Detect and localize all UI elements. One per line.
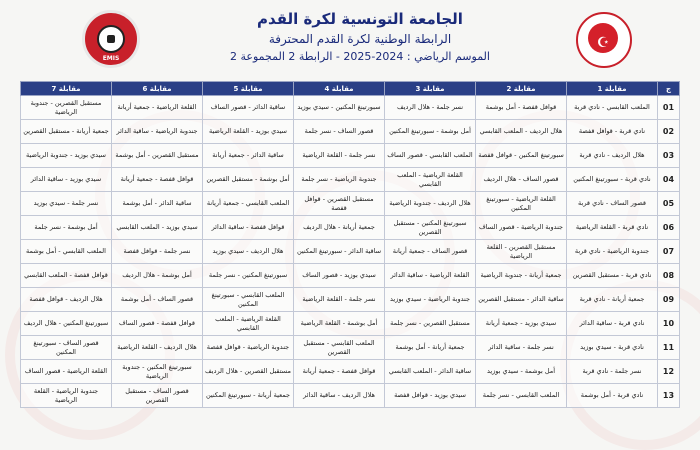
match-cell: نادي قربة - سبورتينغ المكنين (567, 168, 658, 192)
match-cell: جمعية أريانة - أمل بوشمة (385, 336, 476, 360)
match-cell: قوافل قفصة - ساقية الدائر (203, 216, 294, 240)
match-cell: نسر جلمة - هلال الرديف (385, 96, 476, 120)
table-row (21, 96, 680, 120)
match-cell: سبورتينغ المكنين - سيدي بوزيد (294, 96, 385, 120)
table-row (21, 336, 680, 360)
match-column-header: مقابلة 1 (567, 82, 658, 96)
match-cell: سيدي بوزيد - جمعية أريانة (476, 312, 567, 336)
table-row (21, 360, 680, 384)
match-cell: نادي قربة - القلعة الرياضية (567, 216, 658, 240)
match-cell: الملعب القابسي - جمعية أريانة (203, 192, 294, 216)
match-cell: القلعة الرياضية - قصور الساف (21, 360, 112, 384)
flag-emblem-icon (588, 23, 618, 53)
match-cell: الملعب القابسي - قصور الساف (385, 144, 476, 168)
match-cell: هلال الرديف - القلعة الرياضية (112, 336, 203, 360)
match-cell: قوافل قفصة - الملعب القابسي (21, 264, 112, 288)
match-cell: أمل بوشمة - نسر جلمة (21, 216, 112, 240)
match-cell: هلال الرديف - ساقية الدائر (294, 384, 385, 408)
match-cell: نسر جلمة - القلعة الرياضية (294, 144, 385, 168)
match-cell: قصور الساف - سبورتينغ المكنين (21, 336, 112, 360)
league-logo-caption: EMIS (102, 55, 120, 62)
table-header-row (21, 82, 680, 96)
match-cell: الملعب القابسي - نسر جلمة (476, 384, 567, 408)
table-row (21, 192, 680, 216)
round-number: 10 (658, 312, 680, 336)
round-number: 11 (658, 336, 680, 360)
match-column-header: مقابلة 6 (112, 82, 203, 96)
match-cell: قصور الساف - جمعية أريانة (385, 240, 476, 264)
match-cell: نسر جلمة - قوافل قفصة (112, 240, 203, 264)
match-cell: الملعب القابسي - نادي قربة (567, 96, 658, 120)
match-cell: هلال الرديف - نادي قربة (567, 144, 658, 168)
match-cell: مستقبل القصرين - جندوبة الرياضية (21, 96, 112, 120)
match-cell: سبورتينغ المكنين - مستقبل القصرين (385, 216, 476, 240)
match-cell: القلعة الرياضية - سبورتينغ المكنين (476, 192, 567, 216)
match-column-header: مقابلة 2 (476, 82, 567, 96)
match-cell: نسر جلمة - ساقية الدائر (476, 336, 567, 360)
match-cell: القلعة الرياضية - الملعب القابسي (203, 312, 294, 336)
table-row (21, 312, 680, 336)
match-cell: جمعية أريانة - نادي قربة (567, 288, 658, 312)
table-row (21, 216, 680, 240)
match-cell: ساقية الدائر - مستقبل القصرين (476, 288, 567, 312)
round-number: 05 (658, 192, 680, 216)
match-cell: أمل بوشمة - مستقبل القصرين (203, 168, 294, 192)
match-cell: نادي قربة - سيدي بوزيد (567, 336, 658, 360)
match-cell: سيدي بوزيد - القلعة الرياضية (203, 120, 294, 144)
match-cell: ساقية الدائر - أمل بوشمة (112, 192, 203, 216)
match-cell: جندوبة الرياضية - نسر جلمة (294, 168, 385, 192)
match-cell: جمعية أريانة - سبورتينغ المكنين (203, 384, 294, 408)
page-subtitle: الرابطة الوطنية لكرة القدم المحترفة (268, 32, 452, 46)
match-cell: سيدي بوزيد - جندوبة الرياضية (21, 144, 112, 168)
match-cell: قصور الساف - نادي قربة (567, 192, 658, 216)
match-cell: قصور الساف - نسر جلمة (294, 120, 385, 144)
round-number: 13 (658, 384, 680, 408)
table-row (21, 384, 680, 408)
match-cell: سيدي بوزيد - ساقية الدائر (21, 168, 112, 192)
football-icon (97, 25, 125, 53)
round-number: 07 (658, 240, 680, 264)
match-cell: هلال الرديف - جندوبة الرياضية (385, 192, 476, 216)
match-cell: القلعة الرياضية - الملعب القابسي (385, 168, 476, 192)
match-cell: القلعة الرياضية - ساقية الدائر (385, 264, 476, 288)
round-number: 09 (658, 288, 680, 312)
match-cell: ساقية الدائر - جمعية أريانة (203, 144, 294, 168)
match-column-header: مقابلة 5 (203, 82, 294, 96)
match-cell: قوافل قفصة - قصور الساف (112, 312, 203, 336)
match-cell: جندوبة الرياضية - القلعة الرياضية (21, 384, 112, 408)
match-cell: الملعب القابسي - مستقبل القصرين (294, 336, 385, 360)
table-row (21, 264, 680, 288)
match-column-header: مقابلة 3 (385, 82, 476, 96)
match-cell: جندوبة الرياضية - سيدي بوزيد (385, 288, 476, 312)
table-row (21, 168, 680, 192)
match-column-header: مقابلة 4 (294, 82, 385, 96)
match-cell: الملعب القابسي - سبورتينغ المكنين (203, 288, 294, 312)
match-cell: نادي قربة - ساقية الدائر (567, 312, 658, 336)
match-cell: مستقبل القصرين - هلال الرديف (203, 360, 294, 384)
round-number: 02 (658, 120, 680, 144)
match-cell: قصور الساف - مستقبل القصرين (112, 384, 203, 408)
match-cell: هلال الرديف - سيدي بوزيد (203, 240, 294, 264)
match-cell: نادي قربة - أمل بوشمة (567, 384, 658, 408)
match-cell: نسر جلمة - القلعة الرياضية (294, 288, 385, 312)
season-label: الموسم الرياضي : 2024-2025 - الرابطة 2 المجموعة 2 (230, 50, 490, 63)
page-title: الجامعة التونسية لكرة القدم (257, 10, 463, 28)
match-cell: سيدي بوزيد - قوافل قفصة (385, 384, 476, 408)
header (0, 0, 700, 78)
match-cell: قوافل قفصة - جمعية أريانة (294, 360, 385, 384)
table-row (21, 120, 680, 144)
match-cell: نسر جلمة - نادي قربة (567, 360, 658, 384)
match-cell: نادي قربة - مستقبل القصرين (567, 264, 658, 288)
match-cell: جندوبة الرياضية - ساقية الدائر (112, 120, 203, 144)
round-number: 12 (658, 360, 680, 384)
match-cell: مستقبل القصرين - نسر جلمة (385, 312, 476, 336)
table-row (21, 144, 680, 168)
match-cell: سبورتينغ المكنين - قوافل قفصة (476, 144, 567, 168)
match-cell: ساقية الدائر - سبورتينغ المكنين (294, 240, 385, 264)
table-row (21, 240, 680, 264)
match-cell: جمعية أريانة - هلال الرديف (294, 216, 385, 240)
match-cell: مستقبل القصرين - أمل بوشمة (112, 144, 203, 168)
round-column-header: ج (658, 82, 680, 96)
match-cell: جندوبة الرياضية - قوافل قفصة (203, 336, 294, 360)
match-cell: قصور الساف - أمل بوشمة (112, 288, 203, 312)
match-cell: أمل بوشمة - هلال الرديف (112, 264, 203, 288)
match-cell: سيدي بوزيد - الملعب القابسي (112, 216, 203, 240)
match-cell: قوافل قفصة - أمل بوشمة (476, 96, 567, 120)
match-cell: مستقبل القصرين - القلعة الرياضية (476, 240, 567, 264)
fixtures-table (20, 81, 680, 408)
match-cell: ساقية الدائر - قصور الساف (203, 96, 294, 120)
match-cell: سبورتينغ المكنين - جندوبة الرياضية (112, 360, 203, 384)
match-column-header: مقابلة 7 (21, 82, 112, 96)
match-cell: جمعية أريانة - مستقبل القصرين (21, 120, 112, 144)
table-row (21, 288, 680, 312)
match-cell: أمل بوشمة - القلعة الرياضية (294, 312, 385, 336)
match-cell: جندوبة الرياضية - قصور الساف (476, 216, 567, 240)
match-cell: نسر جلمة - سيدي بوزيد (21, 192, 112, 216)
match-cell: أمل بوشمة - سبورتينغ المكنين (385, 120, 476, 144)
match-cell: سيدي بوزيد - قصور الساف (294, 264, 385, 288)
match-cell: الملعب القابسي - أمل بوشمة (21, 240, 112, 264)
match-cell: ساقية الدائر - الملعب القابسي (385, 360, 476, 384)
round-number: 04 (658, 168, 680, 192)
match-cell: هلال الرديف - الملعب القابسي (476, 120, 567, 144)
match-cell: القلعة الرياضية - جمعية أريانة (112, 96, 203, 120)
match-cell: نادي قربة - قوافل قفصة (567, 120, 658, 144)
round-number: 08 (658, 264, 680, 288)
match-cell: هلال الرديف - قوافل قفصة (21, 288, 112, 312)
match-cell: جندوبة الرياضية - نادي قربة (567, 240, 658, 264)
match-cell: مستقبل القصرين - قوافل قفصة (294, 192, 385, 216)
match-cell: سبورتينغ المكنين - هلال الرديف (21, 312, 112, 336)
crescent-star-icon: ☪ (596, 35, 610, 51)
league-logo (82, 10, 140, 68)
round-number: 03 (658, 144, 680, 168)
federation-logo (576, 12, 632, 68)
round-number: 06 (658, 216, 680, 240)
match-cell: أمل بوشمة - سيدي بوزيد (476, 360, 567, 384)
match-cell: قوافل قفصة - جمعية أريانة (112, 168, 203, 192)
match-cell: جمعية أريانة - جندوبة الرياضية (476, 264, 567, 288)
match-cell: قصور الساف - هلال الرديف (476, 168, 567, 192)
round-number: 01 (658, 96, 680, 120)
match-cell: سبورتينغ المكنين - نسر جلمة (203, 264, 294, 288)
